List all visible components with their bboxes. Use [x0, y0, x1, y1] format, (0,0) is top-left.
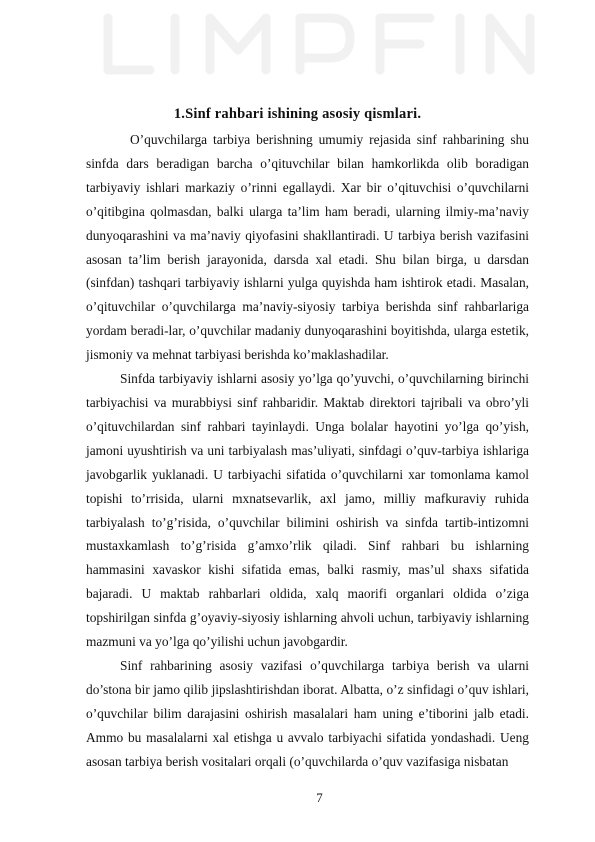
page-title: 1.Sinf rahbari ishining asosiy qismlari.: [173, 106, 422, 122]
paragraph-3: Sinf rahbarining asosiy vazifasi o’quvchilarga tarbiya berish va ularni do’stona bir jamo qilib jipslashtirishdan iborat. Albatta, o’z sinfidagi o’quv ishlari, o’quvchilar bilim darajasini oshirish masalalari ham uning e’tiborini jalb etadi. Ammo bu masalalarni xal etishga u avvalo tarbiyachi sifatida yondashadi. Ueng asosan tarbiya berish vositalari orqali (o’quvchilarda o’quv vazifasiga nisbatan: [86, 657, 529, 769]
document-body: [86, 128, 529, 773]
paragraph-2: Sinfda tarbiyaviy ishlarni asosiy yo’lga qo’yuvchi, o’quvchilarning birinchi tarbiyachisi va murabbiysi sinf rahbaridir. Maktab direktori tajribali va obro’yli o’qituvchilardan sinf rahbari tayinlaydi. Unga bolalar hayotini yo’lga qo’yish, jamoni uyushtirish va uni tarbiyalash mas’uliyati, sinfdagi o’quv-tarbiya ishlariga javobgarlik yuklanadi. U tarbiyachi sifatida o’quvchilarni xar tomonlama kamol topishi to’rrisida, ularni mxnatsevarlik, axl jamo, milliy mafkuraviy ruhida tarbiyalash to’g’risida, o’quvchilar bilimini oshirish va sinfda tartib-intizomni mustaxkamlash to’g’risida g’amxo’rlik qiladi. Sinf rahbari bu ishlarning hammasini xavaskor kishi sifatida emas, balki rasmiy, mas’ul shaxs sifatida bajaradi. U maktab rahbarlari oldida, xalq maorifi organlari oldida o’ziga topshirilgan sinfda g’oyaviy-siyosiy ishlarning ahvoli uchun, tarbiyaviy ishlarning mazmuni va yo’lga qo’yilishi uchun javobgardir.: [86, 371, 529, 650]
page-number: 7: [316, 790, 323, 805]
paragraph-1: O’quvchilarga tarbiya berishning umumiy rejasida sinf rahbarining shu sinfda dars beradigan barcha o’qituvchilar bilan hamkorlikda olib boradigan tarbiyaviy ishlari markaziy o’rinni egallaydi. Xar bir o’qituvchisi o’quvchilarni o’qitibgina qolmasdan, balki ularga ta’lim ham beradi, ularning ilmiy-ma’naviy dunyoqarashini va ma’naviy qiyofasini shakllantiradi. U tarbiya berish vazifasini asosan ta’lim berish jarayonida, darsda xal etadi. Shu bilan birga, u darsdan (sinfdan) tashqari tarbiyaviy ishlarni yulga quyishda ham ishtirok etadi. Masalan, o’qituvchilar o’quvchilarga ma’naviy-siyosiy tarbiya berishda sinf rahbarlariga yordam beradi-lar, o’quvchilar madaniy dunyoqarashini boyitishda, ularga estetik, jismoniy va mehnat tarbiyasi berishda ko’maklashadilar.: [86, 132, 529, 363]
